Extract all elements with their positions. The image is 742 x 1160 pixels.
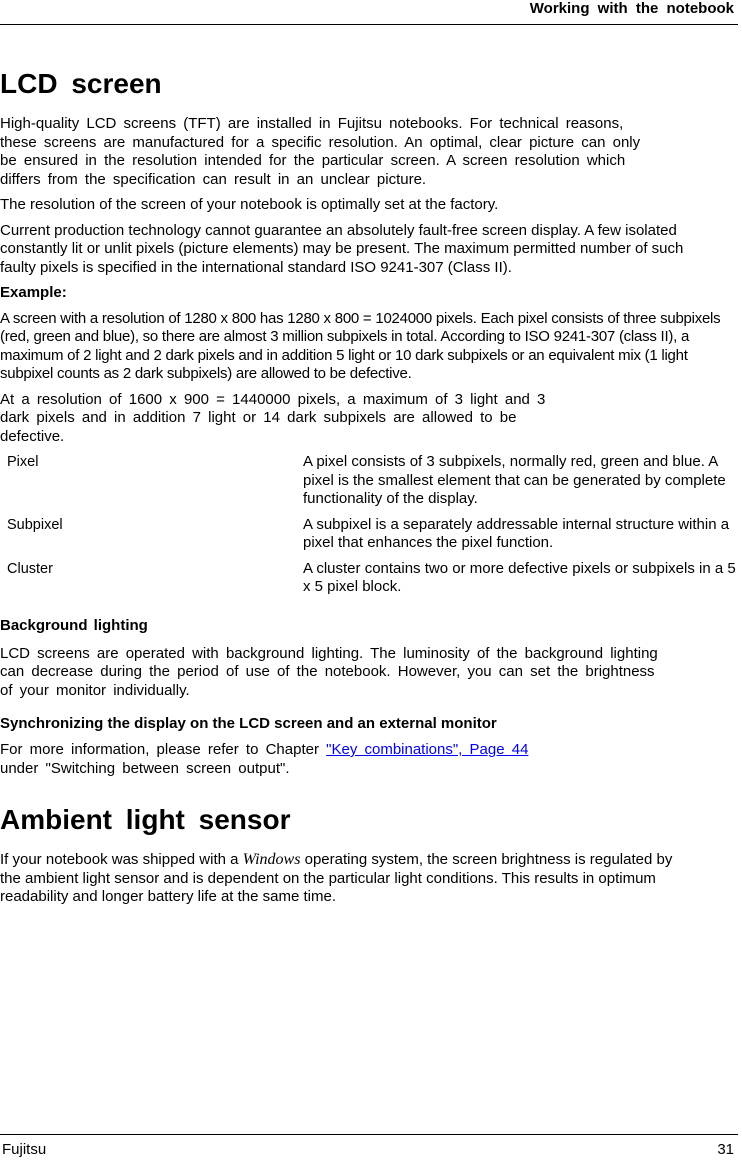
glossary-term: Subpixel (7, 516, 63, 533)
glossary-row (0, 560, 738, 597)
paragraph-example-1280: A screen with a resolution of 1280 x 800 has 1280 x 800 = 1024000 pixels. Each pixel consists of three subpixels (red, green and blue), so there are almost 3 million subpixels in total. According to ISO 9241-307 (class II), a maximum of 2 light and 2 dark pixels and in addition 5 light or 10 dark subpixels or an equivalent mix (1 light subpixel counts as 2 dark subpixels) are allowed to be defective. (0, 309, 721, 382)
sync-text-prefix: For more information, please refer to Chapter (0, 741, 327, 758)
sync-text-suffix: under "Switching between screen output". (0, 759, 290, 777)
glossary-row (0, 453, 738, 509)
key-combinations-link[interactable]: "Key combinations", Page 44 (326, 741, 529, 758)
section-title-lcd-screen: LCD screen (0, 68, 162, 99)
main-content (0, 66, 738, 914)
paragraph-ambient-light-sensor (0, 851, 690, 907)
glossary-definition: A pixel consists of 3 subpixels, normally red, green and blue. A pixel is the smallest element that can be generated by complete functionality of the display. (303, 453, 726, 507)
subheading-synchronizing: Synchronizing the display on the LCD screen and an external monitor (0, 715, 497, 732)
glossary-definition: A cluster contains two or more defective pixels or subpixels in a 5 x 5 pixel block. (303, 559, 736, 595)
glossary-term: Pixel (7, 454, 39, 470)
glossary-term: Cluster (7, 560, 53, 577)
glossary-row (0, 516, 738, 553)
footer-brand: Fujitsu (2, 1141, 47, 1158)
ambient-text-suffix: operating system, the screen brightness is regulated by the ambient light sensor and is dependent on the particular light conditions. This results in optimum readability and longer battery life at the same time. (0, 851, 673, 905)
ambient-text-prefix: If your notebook was shipped with a (0, 851, 243, 868)
page-footer (0, 1134, 738, 1160)
header-title: Working with the notebook (529, 0, 734, 17)
paragraph-intro: High-quality LCD screens (TFT) are installed in Fujitsu notebooks. For technical reasons, these screens are manufactured for a specific resolution. An optimal, clear picture can only be ensured in the resolution intended for the particular screen. A screen resolution which differs from the specification can result in an unclear picture. (0, 115, 641, 188)
glossary-definition: A subpixel is a separately addressable internal structure within a pixel that enhances the pixel function. (303, 515, 730, 551)
page-header (0, 0, 738, 25)
paragraph-factory-resolution: The resolution of the screen of your notebook is optimally set at the factory. (0, 196, 499, 213)
subheading-background-lighting: Background lighting (0, 616, 148, 634)
page-number: 31 (717, 1141, 734, 1158)
section-title-ambient-light-sensor: Ambient light sensor (0, 804, 291, 835)
paragraph-example-1600: At a resolution of 1600 x 900 = 1440000 pixels, a maximum of 3 light and 3 dark pixels and in addition 7 light or 14 dark subpixels are allowed to be defective. (0, 390, 546, 445)
paragraph-sync (0, 741, 738, 778)
paragraph-production-technology: Current production technology cannot guarantee an absolutely fault-free screen display. A few isolated constantly lit or unlit pixels (picture elements) may be present. The maximum permitted number of such faulty pixels is specified in the international standard ISO 9241-307 (Class II). (0, 221, 684, 276)
windows-os-name: Windows (242, 851, 301, 868)
glossary-table (0, 453, 738, 597)
paragraph-background-lighting: LCD screens are operated with background lighting. The luminosity of the background lighting can decrease during the period of use of the notebook. However, you can set the brightness of your monitor individually. (0, 644, 658, 699)
example-label: Example: (0, 284, 67, 301)
